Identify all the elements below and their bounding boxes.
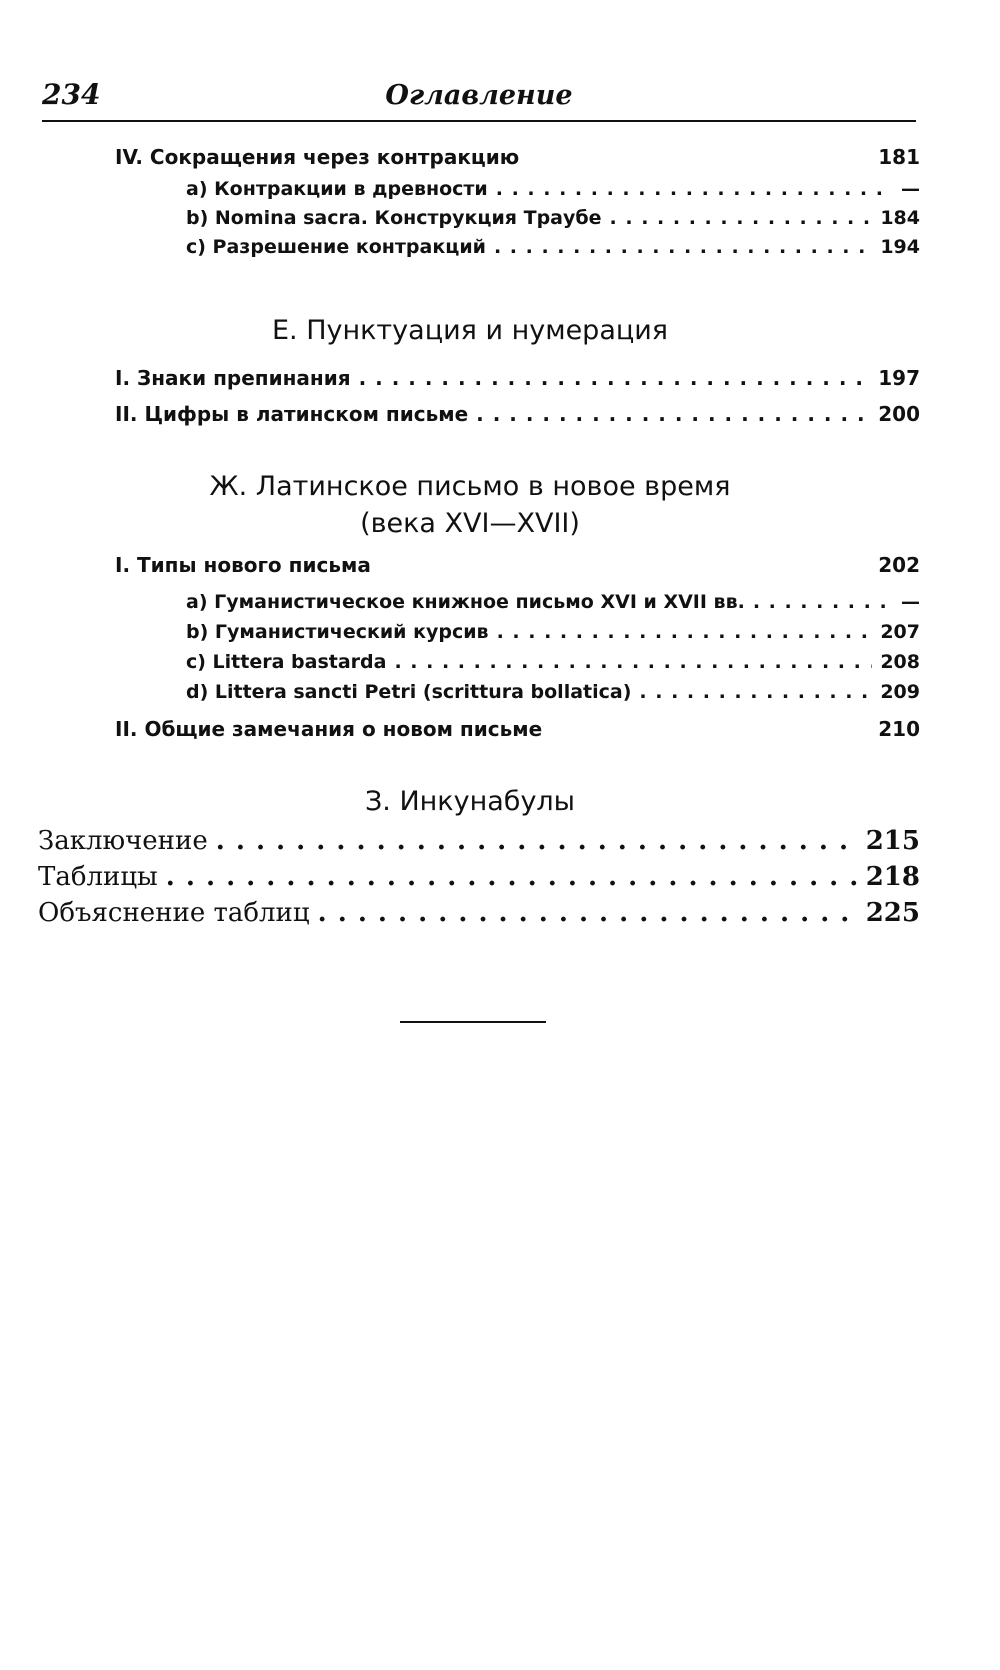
toc-entry-label: II. Общие замечания о новом письме: [115, 717, 543, 741]
toc-entry-page: —: [901, 178, 920, 200]
toc-entry-page: 194: [880, 236, 920, 258]
dot-leader: [639, 681, 872, 703]
toc-entry-page: —: [901, 591, 920, 613]
dot-leader: [166, 862, 858, 892]
toc-entry-label: c) Разрешение контракций: [186, 236, 486, 258]
toc-entry-page: 184: [880, 207, 920, 229]
page-number: 234: [42, 78, 101, 111]
toc-entry-label: b) Nomina sacra. Конструкция Траубе: [186, 207, 602, 229]
dot-leader: [610, 207, 873, 229]
toc-entry-page: 202: [878, 553, 920, 577]
toc-entry-label: b) Гуманистический курсив: [186, 621, 489, 643]
toc-entry-page: 225: [865, 898, 920, 928]
toc-entry-e-ii[interactable]: [115, 402, 920, 436]
toc-entry-page: 209: [880, 681, 920, 703]
toc-entry-label: d) Littera sancti Petri (scrittura bollatica): [186, 681, 632, 703]
toc-entry-zh-i-c[interactable]: [186, 651, 920, 685]
toc-entry-e-i[interactable]: [115, 366, 920, 400]
toc-entry-page: 207: [880, 621, 920, 643]
toc-entry-tables-explanation[interactable]: [38, 898, 920, 938]
toc-entry-zh-i[interactable]: [115, 553, 920, 587]
dot-leader: [753, 591, 893, 613]
dot-leader: [494, 236, 872, 258]
toc-entry-page: 200: [878, 402, 920, 426]
toc-entry-iv-c[interactable]: [186, 236, 920, 270]
toc-entry-zh-i-d[interactable]: [186, 681, 920, 715]
dot-leader: [394, 651, 872, 673]
closing-rule: [400, 1021, 546, 1023]
part-title-zh-line2: (века XVI—XVII): [360, 508, 580, 539]
dot-leader: [497, 621, 873, 643]
toc-entry-label: II. Цифры в латинском письме: [115, 402, 469, 426]
dot-leader: [496, 178, 893, 200]
dot-leader: [476, 402, 870, 426]
part-title-zh-line1: Ж. Латинское письмо в новое время: [209, 471, 731, 502]
toc-entry-page: 197: [878, 366, 920, 390]
toc-entry-tables[interactable]: [38, 862, 920, 902]
toc-entry-label: a) Контракции в древности: [186, 178, 488, 200]
toc-entry-label: a) Гуманистическое книжное письмо XVI и XVII вв.: [186, 591, 745, 613]
running-title: Оглавление: [385, 80, 573, 111]
toc-entry-page: 215: [865, 826, 920, 856]
toc-entry-conclusion[interactable]: [38, 826, 920, 866]
toc-entry-zh-i-b[interactable]: [186, 621, 920, 655]
dot-leader: [359, 366, 871, 390]
toc-entry-label: Заключение: [38, 826, 208, 856]
part-title-e: Е. Пунктуация и нумерация: [271, 315, 669, 346]
dot-leader: [318, 898, 858, 928]
toc-entry-label: I. Знаки препинания: [115, 366, 351, 390]
running-head: [42, 72, 916, 122]
toc-entry-page: 181: [878, 145, 920, 169]
toc-entry-page: 210: [878, 717, 920, 741]
toc-entry-label: IV. Сокращения через контракцию: [115, 145, 520, 169]
part-title-z: З. Инкунабулы: [364, 786, 575, 817]
toc-entry-label: Объяснение таблиц: [38, 898, 310, 928]
dot-leader: [216, 826, 858, 856]
toc-entry-label: I. Типы нового письма: [115, 553, 371, 577]
toc-entry-page: 218: [865, 862, 920, 892]
toc-entry-label: Таблицы: [38, 862, 158, 892]
toc-entry-zh-i-a[interactable]: [186, 591, 920, 625]
toc-entry-page: 208: [880, 651, 920, 673]
toc-entry-zh-ii[interactable]: [115, 717, 920, 751]
toc-entry-section-iv[interactable]: [115, 145, 920, 179]
toc-entry-label: c) Littera bastarda: [186, 651, 387, 673]
